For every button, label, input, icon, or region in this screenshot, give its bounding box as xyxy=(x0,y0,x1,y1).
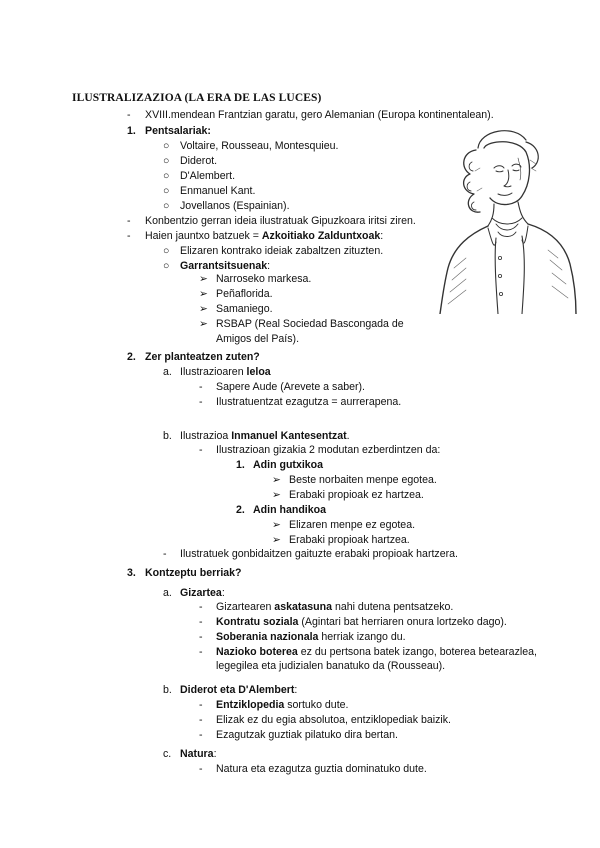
adin-gutxikoa-label: Adin gutxikoa xyxy=(253,459,324,471)
arrow-bullet: ➢ xyxy=(199,273,208,285)
dash-bullet: - xyxy=(199,601,203,613)
garrantsitsuenak-label: Garrantsitsuenak xyxy=(180,260,268,272)
natura-item: Natura eta ezagutza guztia dominatuko dute. xyxy=(216,763,427,775)
kant-pre: Ilustrazioa xyxy=(180,430,232,442)
garrantsitsuenak-post: : xyxy=(267,260,271,272)
thinker-item: Jovellanos (Espainian). xyxy=(180,200,290,212)
item-bold: Kontratu soziala xyxy=(216,616,299,628)
section-3-number: 3. xyxy=(127,567,136,579)
kant-text: Ilustrazioan gizakia 2 modutan ezberdintzen da: xyxy=(216,444,441,456)
konbentzio-text: Konbentzio gerran ideia ilustratuak Gipuzkoara iritsi ziren. xyxy=(145,215,416,227)
adin-item: Erabaki propioak hartzea. xyxy=(289,534,410,546)
item-post: nahi dutena pentsatzeko. xyxy=(332,601,454,613)
arrow-bullet: ➢ xyxy=(272,519,281,531)
kant-line xyxy=(180,430,350,443)
arrow-bullet: ➢ xyxy=(199,303,208,315)
item-bold: Nazioko boterea xyxy=(216,646,298,658)
circle-bullet: ○ xyxy=(163,155,170,167)
list-letter: b. xyxy=(163,684,172,696)
gizartea-label: Gizartea xyxy=(180,587,222,599)
item-bold: Entziklopedia xyxy=(216,699,285,711)
leloa-bold: leloa xyxy=(246,366,271,378)
intro-text: XVIII.mendean Frantzian garatu, gero Alemanian (Europa kontinentalean). xyxy=(145,109,494,121)
diderot-line xyxy=(180,684,297,697)
thinker-item: Voltaire, Rousseau, Montesquieu. xyxy=(180,140,339,152)
arrow-bullet: ➢ xyxy=(199,318,208,330)
adin-number: 1. xyxy=(236,459,245,471)
haien-pre: Haien jauntxo batzuek = xyxy=(145,230,262,242)
dash-bullet: - xyxy=(199,631,203,643)
gizartea-item-continued: legegilea eta judizialen banatuko da (Rousseau). xyxy=(216,660,446,672)
kant-post: . xyxy=(346,430,350,442)
circle-bullet: ○ xyxy=(163,140,170,152)
dash-bullet: - xyxy=(127,215,131,227)
haien-line xyxy=(145,230,383,243)
leloa-item: Sapere Aude (Arevete a saber). xyxy=(216,381,365,393)
circle-bullet: ○ xyxy=(163,245,170,257)
gizartea-item xyxy=(216,616,507,629)
item-post: herriak izango du. xyxy=(318,631,406,643)
adin-number: 2. xyxy=(236,504,245,516)
kant-portrait-image xyxy=(418,118,580,314)
arrow-bullet: ➢ xyxy=(272,474,281,486)
arrow-bullet: ➢ xyxy=(199,288,208,300)
member-item: Peñaflorida. xyxy=(216,288,273,300)
section-2-number: 2. xyxy=(127,351,136,363)
garrantsitsuenak-line xyxy=(180,260,270,273)
entziklopedia-item: Elizak ez du egia absolutoa, entziklopediak baizik. xyxy=(216,714,451,726)
thinker-item: D'Alembert. xyxy=(180,170,236,182)
dash-bullet: - xyxy=(163,548,167,560)
natura-post: : xyxy=(213,748,217,760)
circle-bullet: ○ xyxy=(163,260,170,272)
dash-bullet: - xyxy=(199,444,203,456)
item-post: sortuko dute. xyxy=(284,699,349,711)
circle-bullet: ○ xyxy=(163,185,170,197)
list-letter: b. xyxy=(163,430,172,442)
dash-bullet: - xyxy=(199,396,203,408)
item-bold: askatasuna xyxy=(274,601,333,613)
haien-bold: Azkoitiako Zalduntxoak xyxy=(261,230,381,242)
kant-bold: Inmanuel Kantesentzat xyxy=(231,430,347,442)
adin-handikoa-label: Adin handikoa xyxy=(253,504,326,516)
dash-bullet: - xyxy=(199,381,203,393)
section-3-heading: Kontzeptu berriak? xyxy=(145,567,242,579)
adin-item: Beste norbaiten menpe egotea. xyxy=(289,474,437,486)
item-post: (Agintari bat herriaren onura lortzeko dago). xyxy=(298,616,507,628)
adin-item: Erabaki propioak ez hartzea. xyxy=(289,489,424,501)
entziklopedia-item xyxy=(216,699,348,712)
entziklopedia-item: Ezagutzak guztiak pilatuko dira bertan. xyxy=(216,729,398,741)
gizartea-line xyxy=(180,587,225,600)
dash-bullet: - xyxy=(199,699,203,711)
section-1-number: 1. xyxy=(127,125,136,137)
member-item-continued: Amigos del País). xyxy=(216,333,300,345)
gizartea-item xyxy=(216,646,537,659)
circle-bullet: ○ xyxy=(163,200,170,212)
gizartea-post: : xyxy=(221,587,225,599)
leloa-line xyxy=(180,366,271,379)
arrow-bullet: ➢ xyxy=(272,534,281,546)
elizaren-text: Elizaren kontrako ideiak zabaltzen zituzten. xyxy=(180,245,384,257)
dash-bullet: - xyxy=(199,763,203,775)
dash-bullet: - xyxy=(127,109,131,121)
dash-bullet: - xyxy=(199,616,203,628)
item-bold: Soberania nazionala xyxy=(216,631,319,643)
thinker-item: Enmanuel Kant. xyxy=(180,185,256,197)
circle-bullet: ○ xyxy=(163,170,170,182)
member-item: Samaniego. xyxy=(216,303,273,315)
section-1-heading: Pentsalariak: xyxy=(145,125,211,137)
dash-bullet: - xyxy=(199,714,203,726)
dash-bullet: - xyxy=(199,646,203,658)
thinker-item: Diderot. xyxy=(180,155,218,167)
section-2-heading: Zer planteatzen zuten? xyxy=(145,351,260,363)
natura-label: Natura xyxy=(180,748,214,760)
page-title: ILUSTRALIZAZIOA (LA ERA DE LAS LUCES) xyxy=(72,92,322,104)
leloa-pre: Ilustrazioaren xyxy=(180,366,247,378)
gizartea-item xyxy=(216,601,453,614)
gizartea-item xyxy=(216,631,406,644)
gonbidatu-text: Ilustratuek gonbidaitzen gaituzte erabaki propioak hartzera. xyxy=(180,548,458,560)
adin-item: Elizaren menpe ez egotea. xyxy=(289,519,416,531)
arrow-bullet: ➢ xyxy=(272,489,281,501)
natura-line xyxy=(180,748,217,761)
member-item: Narroseko markesa. xyxy=(216,273,312,285)
item-post: ez du pertsona batek izango, boterea betearazlea, xyxy=(297,646,537,658)
member-item: RSBAP (Real Sociedad Bascongada de xyxy=(216,318,404,330)
list-letter: a. xyxy=(163,366,172,378)
haien-post: : xyxy=(380,230,384,242)
dash-bullet: - xyxy=(127,230,131,242)
dash-bullet: - xyxy=(199,729,203,741)
list-letter: c. xyxy=(163,748,172,760)
list-letter: a. xyxy=(163,587,172,599)
leloa-item: Ilustratuentzat ezagutza = aurrerapena. xyxy=(216,396,402,408)
item-pre: Gizartearen xyxy=(216,601,275,613)
diderot-post: : xyxy=(294,684,298,696)
diderot-label: Diderot eta D'Alembert xyxy=(180,684,295,696)
